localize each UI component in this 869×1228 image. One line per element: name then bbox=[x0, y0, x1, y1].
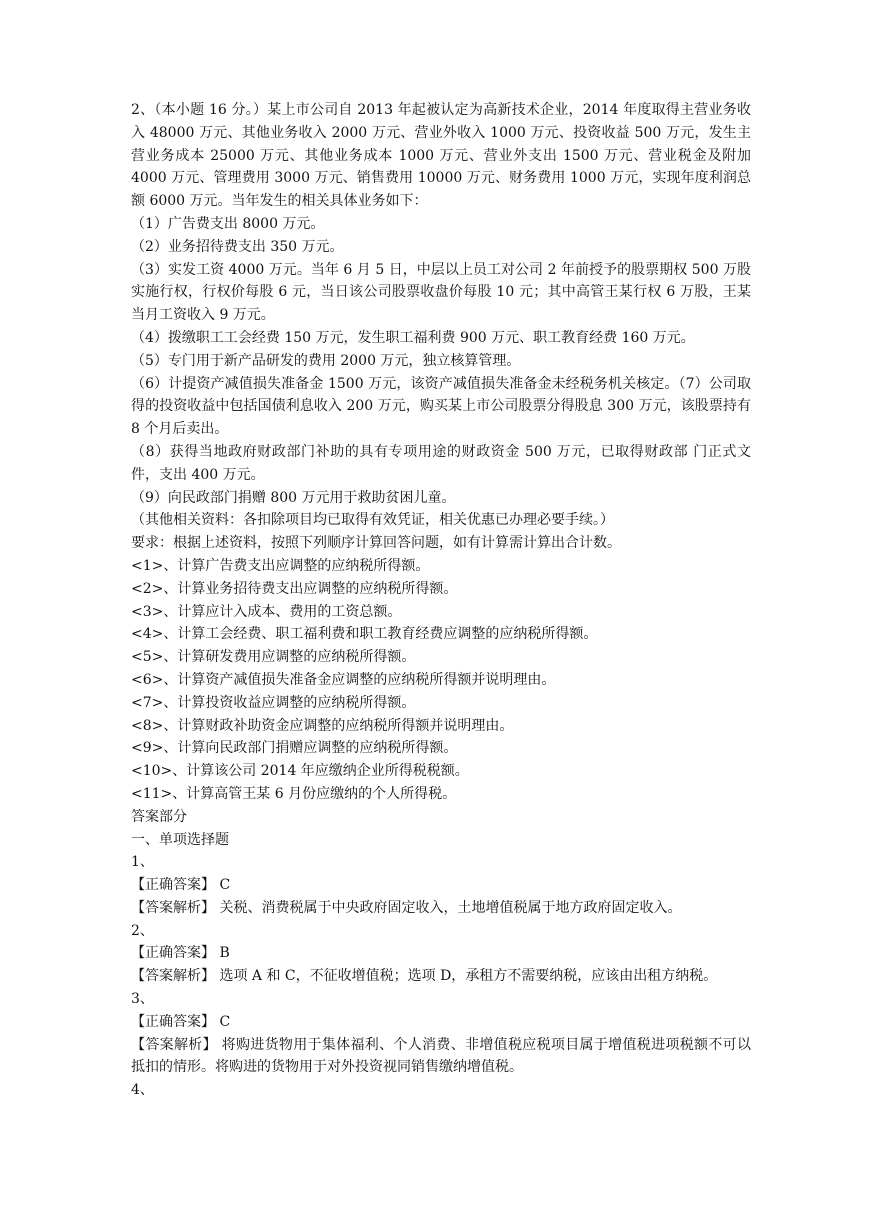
question-item: （4）拨缴职工工会经费 150 万元，发生职工福利费 900 万元、职工教育经费 160 万元。 bbox=[131, 329, 695, 346]
question-item: （5）专门用于新产品研发的费用 2000 万元，独立核算管理。 bbox=[131, 352, 521, 369]
task-item: <6>、计算资产减值损失准备金应调整的应纳税所得额并说明理由。 bbox=[131, 671, 556, 688]
question-item: （3）实发工资 4000 万元。当年 6 月 5 日，中层以上员工对公司 2 年前授予的股票期权 500 万股实施行权，行权价每股 6 元，当日该公司股票收盘价每股 10 元；其中高管王某行权 6 万股，王某当月工资收入 9 万元。 bbox=[131, 261, 751, 324]
correct-answer: 【正确答案】 B bbox=[131, 945, 230, 962]
document-page bbox=[131, 99, 751, 1102]
question-item: （1）广告费支出 8000 万元。 bbox=[131, 215, 325, 232]
task-item: <9>、计算向民政部门捐赠应调整的应纳税所得额。 bbox=[131, 740, 458, 757]
answer-number: 2、 bbox=[131, 922, 154, 939]
task-item: <8>、计算财政补助资金应调整的应纳税所得额并说明理由。 bbox=[131, 717, 514, 734]
correct-answer: 【正确答案】 C bbox=[131, 1013, 231, 1030]
question-intro: 2、（本小题 16 分。）某上市公司自 2013 年起被认定为高新技术企业，2014 年度取得主营业务收入 48000 万元、其他业务收入 2000 万元、营业外收入 1000 万元、投资收益 500 万元，发生主营业务成本 25000 万元、其他业务成本 1000 万元、营业外支出 1500 万元、营业税金及附加 4000 万元、管理费用 3000 万元、销售费用 10000 万元、财务费用 1000 万元，实现年度利润总额 6000 万元。当年发生的相关具体业务如下： bbox=[131, 102, 751, 210]
requirement: 要求：根据上述资料，按照下列顺序计算回答问题，如有计算需计算出合计数。 bbox=[131, 535, 621, 552]
question-item: （9）向民政部门捐赠 800 万元用于救助贫困儿童。 bbox=[131, 489, 456, 506]
task-item: <11>、计算高管王某 6 月份应缴纳的个人所得税。 bbox=[131, 785, 457, 802]
task-item: <2>、计算业务招待费支出应调整的应纳税所得额。 bbox=[131, 580, 458, 597]
answers-section-title: 一、单项选择题 bbox=[131, 831, 229, 848]
task-item: <10>、计算该公司 2014 年应缴纳企业所得税税额。 bbox=[131, 763, 469, 780]
answer-number: 1、 bbox=[131, 854, 154, 871]
task-item: <1>、计算广告费支出应调整的应纳税所得额。 bbox=[131, 557, 430, 574]
question-item: （2）业务招待费支出 350 万元。 bbox=[131, 238, 344, 255]
answer-number: 3、 bbox=[131, 991, 154, 1008]
task-item: <3>、计算应计入成本、费用的工资总额。 bbox=[131, 603, 402, 620]
task-item: <5>、计算研发费用应调整的应纳税所得额。 bbox=[131, 649, 416, 666]
correct-answer: 【正确答案】 C bbox=[131, 877, 231, 894]
question-item: （8）获得当地政府财政部门补助的具有专项用途的财政资金 500 万元，已取得财政部 门正式文件，支出 400 万元。 bbox=[131, 443, 751, 483]
task-item: <4>、计算工会经费、职工福利费和职工教育经费应调整的应纳税所得额。 bbox=[131, 626, 598, 643]
answer-analysis: 【答案解析】 将购进货物用于集体福利、个人消费、非增值税应税项目属于增值税进项税额不可以抵扣的情形。将购进的货物用于对外投资视同销售缴纳增值税。 bbox=[131, 1036, 751, 1076]
question-item: （其他相关资料：各扣除项目均已取得有效凭证，相关优惠已办理必要手续。） bbox=[131, 512, 614, 529]
answers-heading: 答案部分 bbox=[131, 808, 187, 825]
answer-number: 4、 bbox=[131, 1082, 154, 1099]
question-item: （6）计提资产减值损失准备金 1500 万元，该资产减值损失准备金未经税务机关核定。（7）公司取得的投资收益中包括国债利息收入 200 万元，购买某上市公司股票分得股息 300 万元，该股票持有 8 个月后卖出。 bbox=[131, 375, 751, 438]
answer-analysis: 【答案解析】 关税、消费税属于中央政府固定收入，土地增值税属于地方政府固定收入。 bbox=[131, 899, 682, 916]
task-item: <7>、计算投资收益应调整的应纳税所得额。 bbox=[131, 694, 416, 711]
answer-analysis: 【答案解析】 选项 A 和 C，不征收增值税；选项 D，承租方不需要纳税，应该由出租方纳税。 bbox=[131, 968, 718, 985]
